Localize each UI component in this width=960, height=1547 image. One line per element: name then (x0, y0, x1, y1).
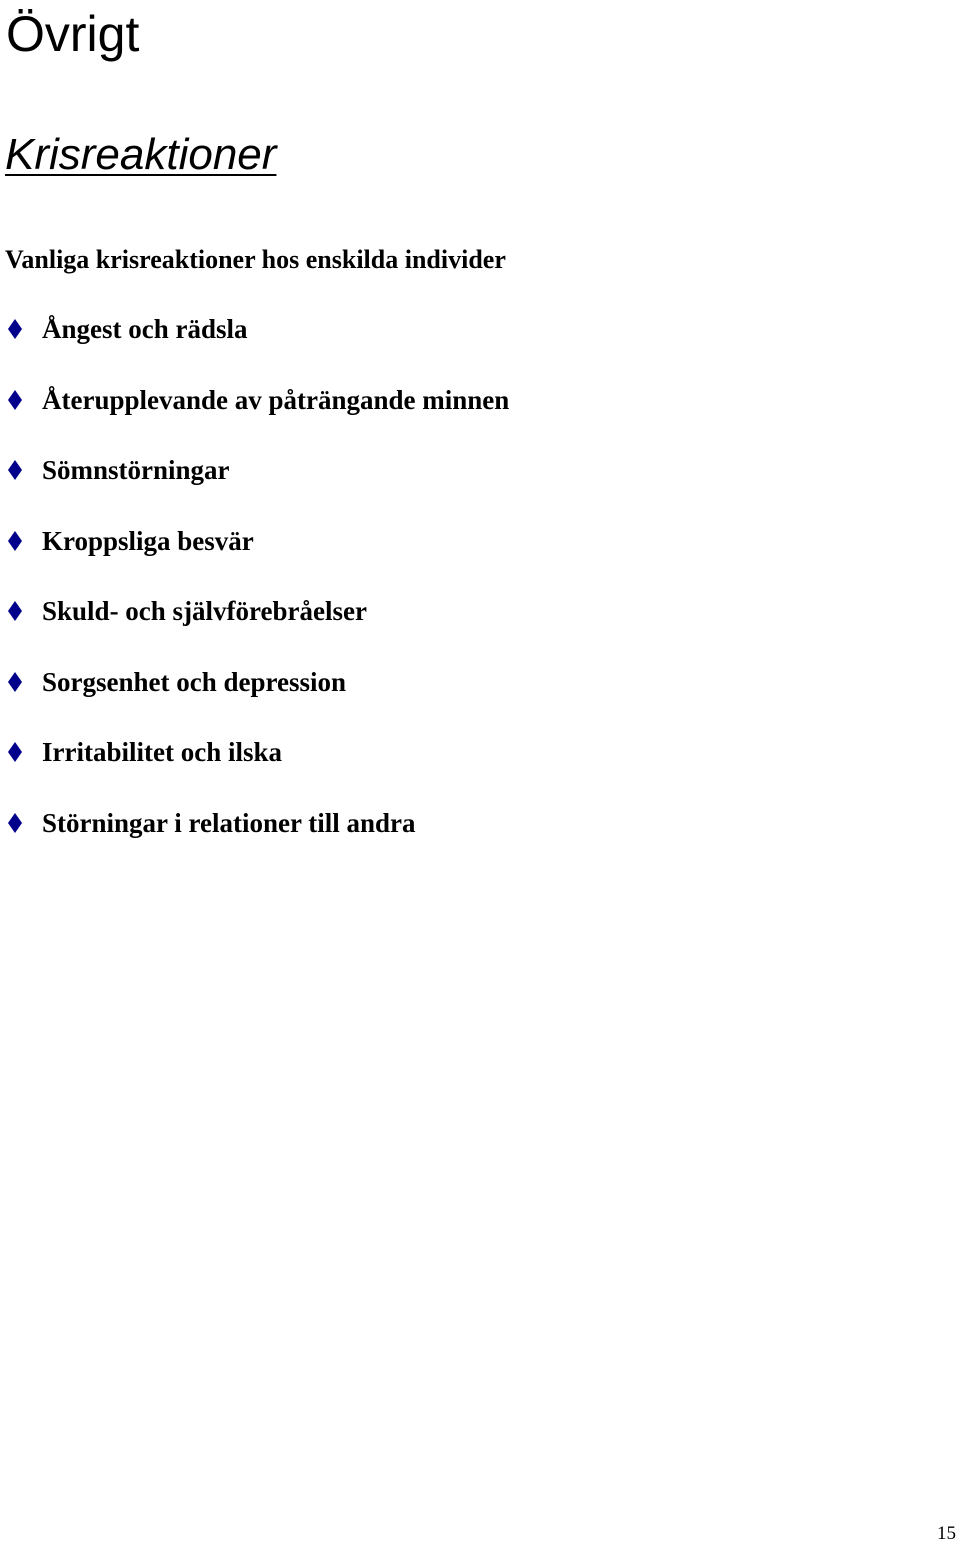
diamond-bullet-icon (8, 742, 22, 762)
page-number: 15 (937, 1523, 956, 1544)
list-item-text: Sorgsenhet och depression (42, 667, 347, 697)
list-item (8, 523, 254, 559)
list-item-text: Störningar i relationer till andra (42, 808, 416, 838)
diamond-bullet-icon (8, 390, 22, 410)
diamond-bullet-icon (8, 460, 22, 480)
list-item-text: Kroppsliga besvär (42, 526, 254, 556)
list-item-text: Skuld- och självförebråelser (42, 596, 367, 626)
intro-text: Vanliga krisreaktioner hos enskilda individer (5, 245, 506, 274)
list-item (8, 311, 248, 347)
list-item-text: Ångest och rädsla (42, 314, 248, 344)
list-item (8, 382, 509, 418)
list-item-text: Sömnstörningar (42, 455, 230, 485)
diamond-bullet-icon (8, 319, 22, 339)
diamond-bullet-icon (8, 672, 22, 692)
list-item (8, 593, 367, 629)
list-item-text: Irritabilitet och ilska (42, 737, 282, 767)
section-heading: Krisreaktioner (5, 130, 277, 179)
list-item (8, 452, 230, 488)
list-item (8, 805, 416, 841)
list-item (8, 664, 346, 700)
diamond-bullet-icon (8, 531, 22, 551)
diamond-bullet-icon (8, 601, 22, 621)
diamond-bullet-icon (8, 813, 22, 833)
list-item-text: Återupplevande av påträngande minnen (42, 385, 510, 415)
list-item (8, 734, 282, 770)
page-title: Övrigt (6, 6, 140, 62)
